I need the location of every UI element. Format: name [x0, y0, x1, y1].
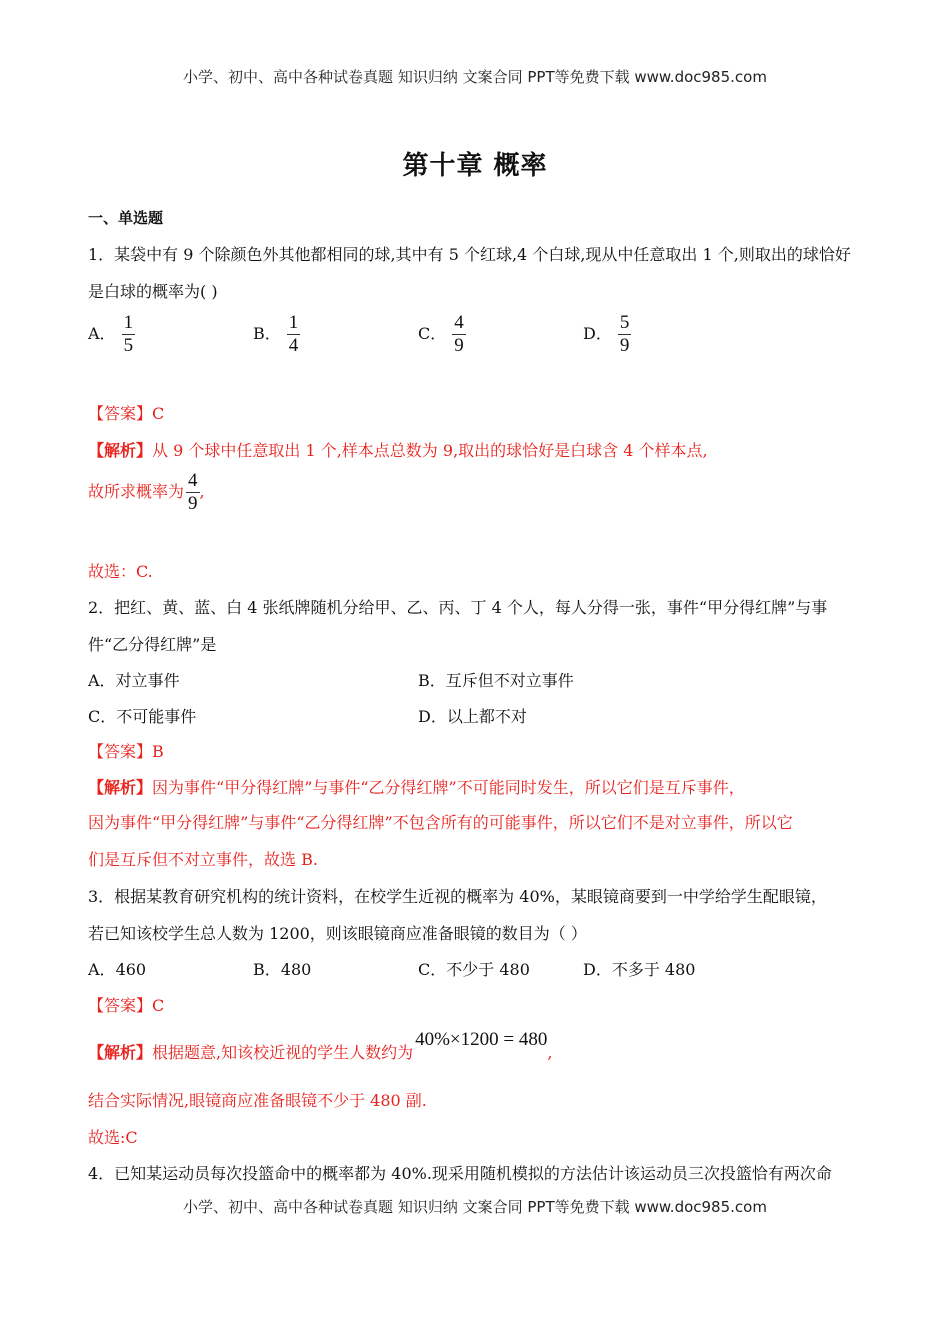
- q3-answer: 【答案】C: [88, 996, 165, 1015]
- q2-option-b: B．互斥但不对立事件: [418, 671, 574, 690]
- q2-option-a: A．对立事件: [88, 671, 180, 690]
- q1-analysis-line1: 【解析】从 9 个球中任意取出 1 个,样本点总数为 9,取出的球恰好是白球含 4 个样本点,: [88, 441, 708, 460]
- q3-stem-line2: 若已知该校学生总人数为 1200，则该眼镜商应准备眼镜的数目为（ ）: [88, 924, 587, 943]
- q3-analysis-line1: 【解析】根据题意,知该校近视的学生人数约为40%×1200 = 480,: [88, 1029, 553, 1062]
- q2-analysis-line3: 们是互斥但不对立事件，故选 B.: [88, 850, 318, 869]
- q2-answer: 【答案】B: [88, 742, 164, 761]
- section-heading: 一、单选题: [88, 209, 164, 227]
- q1-option-d: D． $\frac{5}{9}$: [583, 312, 630, 356]
- q3-conclusion: 故选:C: [88, 1128, 138, 1147]
- q1-analysis-line2: 故所求概率为 $\frac{4}{9}$ ,: [88, 470, 205, 514]
- q3-option-d: D．不多于 480: [583, 960, 696, 979]
- q1-option-a: A． $\frac{1}{5}$: [88, 312, 134, 356]
- page-header: 小学、初中、高中各种试卷真题 知识归纳 文案合同 PPT等免费下载 www.doc985.com: [183, 68, 767, 86]
- q3-stem-line1: 3．根据某教育研究机构的统计资料，在校学生近视的概率为 40%，某眼镜商要到一中学给学生配眼镜，: [88, 887, 827, 906]
- q1-option-b: B． $\frac{1}{4}$: [253, 312, 299, 356]
- q3-analysis-line2: 结合实际情况,眼镜商应准备眼镜不少于 480 副.: [88, 1091, 427, 1110]
- q3-formula: 40%×1200 = 480: [415, 1029, 548, 1050]
- q1-conclusion: 故选：C.: [88, 562, 153, 581]
- chapter-title: 第十章 概率: [402, 151, 548, 181]
- q1-stem-line2: 是白球的概率为( ): [88, 282, 218, 301]
- q4-stem-line1: 4．已知某运动员每次投篮命中的概率都为 40%.现采用随机模拟的方法估计该运动员三次投篮恰有两次命: [88, 1164, 832, 1183]
- q2-stem-line1: 2．把红、黄、蓝、白 4 张纸牌随机分给甲、乙、丙、丁 4 个人，每人分得一张，事件“甲分得红牌”与事: [88, 598, 828, 617]
- q2-option-c: C．不可能事件: [88, 707, 197, 726]
- q3-option-c: C．不少于 480: [418, 960, 530, 979]
- q2-stem-line2: 件“乙分得红牌”是: [88, 635, 217, 654]
- q2-option-d: D．以上都不对: [418, 707, 527, 726]
- q3-option-a: A．460: [88, 960, 147, 979]
- q2-analysis-line2: 因为事件“甲分得红牌”与事件“乙分得红牌”不包含所有的可能事件，所以它们不是对立事件，所以它: [88, 813, 793, 832]
- q1-stem-line1: 1．某袋中有 9 个除颜色外其他都相同的球,其中有 5 个红球,4 个白球,现从中任意取出 1 个,则取出的球恰好: [88, 245, 851, 264]
- q3-option-b: B．480: [253, 960, 312, 979]
- q1-option-c: C． $\frac{4}{9}$: [418, 312, 464, 356]
- page-footer: 小学、初中、高中各种试卷真题 知识归纳 文案合同 PPT等免费下载 www.doc985.com: [183, 1198, 767, 1216]
- q1-answer: 【答案】C: [88, 404, 165, 423]
- q2-analysis-line1: 【解析】因为事件“甲分得红牌”与事件“乙分得红牌”不可能同时发生，所以它们是互斥事件，: [88, 778, 745, 797]
